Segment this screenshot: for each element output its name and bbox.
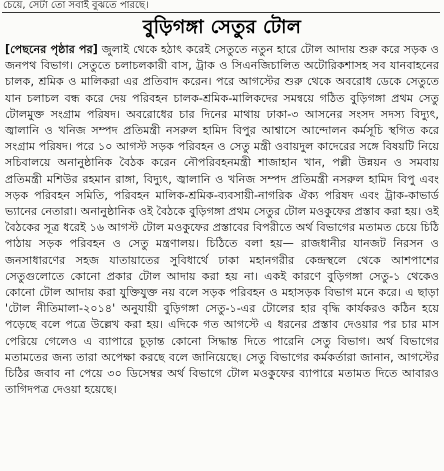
top-divider — [2, 12, 440, 13]
continuation-kicker: [পেছনের পৃষ্ঠার পর] — [5, 43, 98, 56]
article-body — [5, 42, 439, 468]
previous-article-fragment: চেয়ে, সেটা তো সবাই বুঝতে পারছে। — [3, 0, 149, 11]
article-headline: বুড়িগঙ্গা সেতুর টোল — [142, 16, 302, 38]
article-body-text: জুলাই থেকে হঠাৎ করেই সেতুতে নতুন হারে টোল আদায় শুরু করে সড়ক ও জনপথ বিভাগ। সেতুতে চলাচলকারী বাস, ট্রাক ও সিএনজিচালিত অটোরিকশাসহ সব যানবাহনের চালক, শ্রমিক ও মালিকরা এর প্রতিবাদ করেন। পরে আগস্টের শুরু থেকে অবরোধ ডেকে সেতুতে যান চলাচল বন্ধ করে দেয় পরিবহন চালক-শ্রমিক-মালিকদের সমন্বয়ে গঠিত বুড়িগঙ্গা প্রথম সেতু টোলমুক্ত সংগ্রাম পরিষদ। অবরোধের চার দিনের মাথায় ঢাকা-৩ আসনের সংসদ সদস্য বিদ্যুৎ, জ্বালানি ও খনিজ সম্পদ প্রতিমন্ত্রী নসরুল হামিদ বিপুর আশ্বাসে আন্দোলন কর্মসূচি স্থগিত করে সংগ্রাম পরিষদ। পরে ১০ আগস্ট সড়ক পরিবহন ও সেতু মন্ত্রী ওবায়দুল কাদেরের সঙ্গে বিষয়টি নিয়ে সচিবালয়ে অনানুষ্ঠানিক বৈঠক করেন নৌপরিবহনমন্ত্রী শাজাহান খান, পল্লী উন্নয়ন ও সমবায় প্রতিমন্ত্রী মশিউর রহমান রাঙ্গা, বিদ্যুৎ, জ্বালানি ও খনিজ সম্পদ প্রতিমন্ত্রী নসরুল হামিদ বিপু এবং সড়ক পরিবহন সমিতি, পরিবহন মালিক-শ্রমিক-ব্যবসায়ী-নাগরিক ঐক্য পরিষদ এবং ট্রাক-কাভার্ড ভ্যানের নেতারা। অনানুষ্ঠানিক ওই বৈঠকে বুড়িগঙ্গা প্রথম সেতুর টোল মওকুফের প্রস্তাব করা হয়। ওই বৈঠকের সূত্র ধরেই ১৬ আগস্ট টোল মওকুফের প্রস্তাবের বিপরীতে অর্থ বিভাগের মতামত চেয়ে চিঠি পাঠায় সড়ক পরিবহন ও সেতু মন্ত্রণালয়। চিঠিতে বলা হয়— রাজধানীর যানজট নিরসন ও জনসাধারণের সহজ যাতায়াতের সুবিধার্থে ঢাকা মহানগরীর কেন্দ্রস্থলে থেকে আশপাশের সেতুগুলোতে কোনো প্রকার টোল আদায় করা হয় না। একই কারণে বুড়িগঙ্গা সেতু-১ থেকেও কোনো টোল আদায় করা যুক্তিযুক্ত নয় বলে সড়ক পরিবহন ও মহাসড়ক বিভাগ মনে করে। এ ছাড়া 'টোল নীতিমালা-২০১৪' অনুযায়ী বুড়িগঙ্গা সেতু-১-এর টোলের হার বৃদ্ধি কার্যকরও কঠিন হয়ে পড়েছে বলে পত্রে উল্লেখ করা হয়। এদিকে গত আগস্টে এ ধরনের প্রস্তাব দেওয়ার পর চার মাস পেরিয়ে গেলেও এ ব্যাপারে চূড়ান্ত কোনো সিদ্ধান্ত দিতে পারেনি সেতু বিভাগ। অর্থ বিভাগের মতামতের জন্য তারা অপেক্ষা করছে বলে জানিয়েছে। সেতু বিভাগের কর্মকর্তারা জানান, আগস্টের চিঠির জবাব না পেয়ে ৩০ ডিসেম্বর অর্থ বিভাগে টোল মওকুফের ব্যাপারে মতামত দিতে আবারও তাগিদপত্র দেওয়া হয়েছে। — [5, 43, 439, 397]
